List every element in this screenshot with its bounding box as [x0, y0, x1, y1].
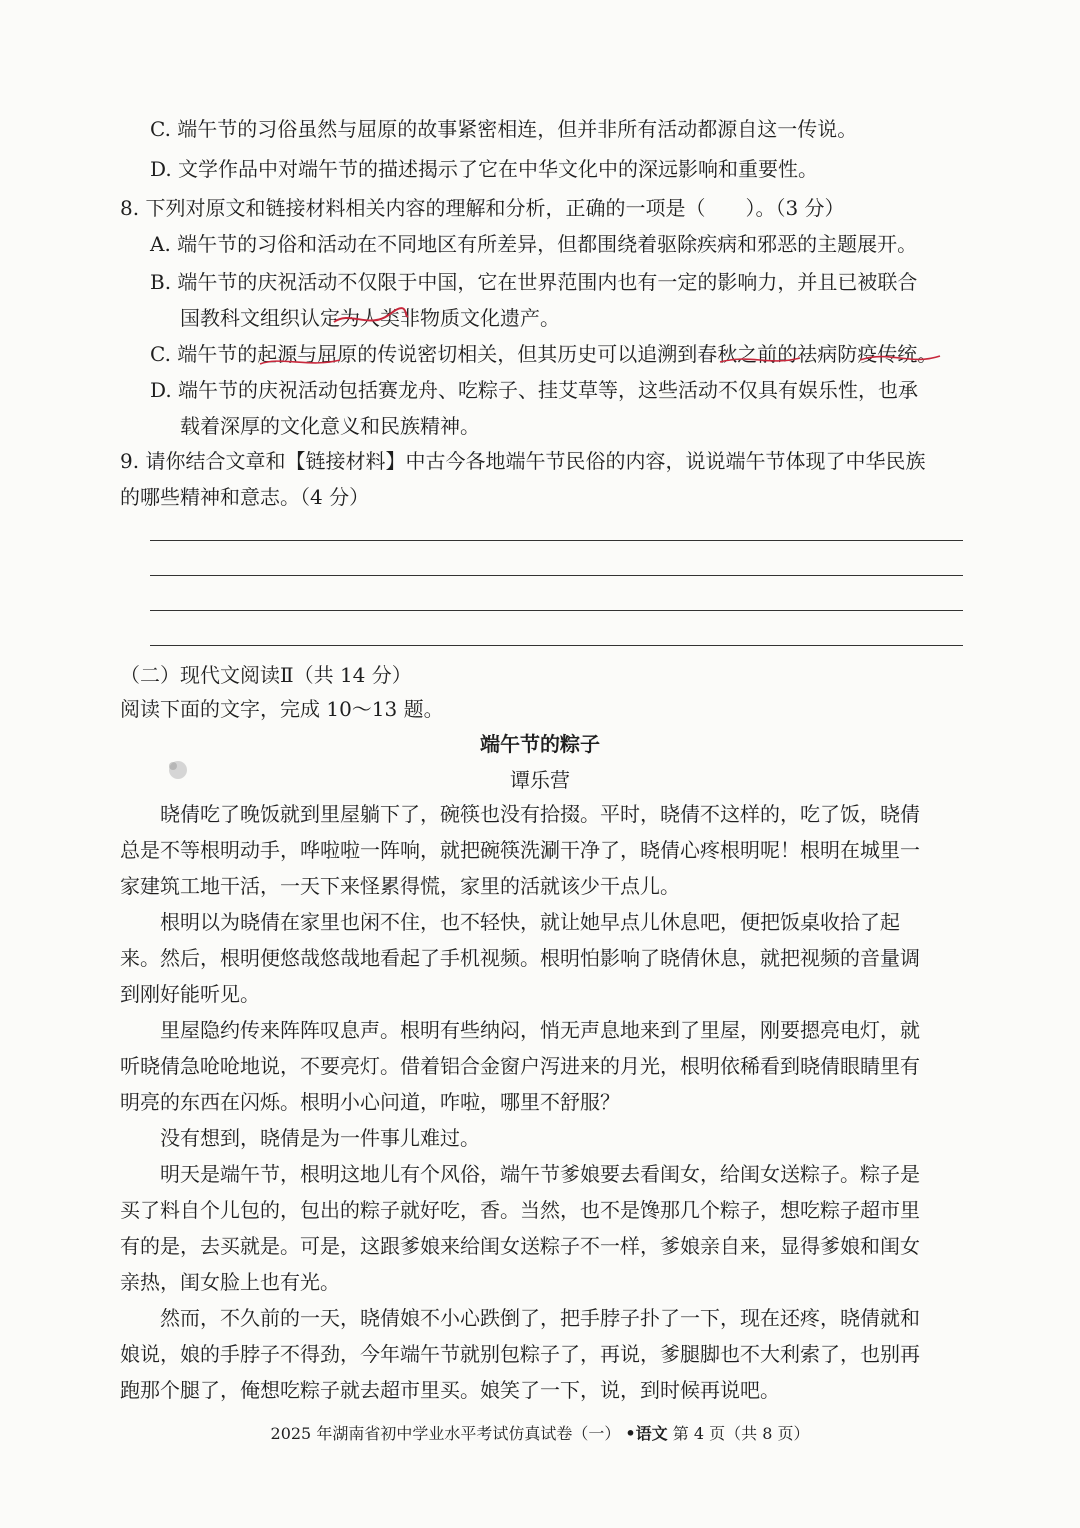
article-line: 亲热，闺女脸上也有光。 — [120, 1270, 340, 1294]
article-line: 家建筑工地干活，一天下来怪累得慌，家里的活就该少干点儿。 — [120, 874, 680, 898]
q8-option-a: A. 端午节的习俗和活动在不同地区有所差异，但都围绕着驱除疾病和邪恶的主题展开。 — [150, 232, 918, 256]
q8-stem: 8. 下列对原文和链接材料相关内容的理解和分析，正确的一项是（ ）。（3 分） — [120, 196, 845, 220]
answer-line[interactable] — [150, 540, 963, 541]
article-line: 娘说，娘的手脖子不得劲，今年端午节就别包粽子了，再说，爹腿脚也不大利索了，也别再 — [120, 1342, 920, 1366]
section-instruction: 阅读下面的文字，完成 10～13 题。 — [120, 697, 444, 721]
article-line: 总是不等根明动手，哗啦啦一阵响，就把碗筷洗涮干净了，晓倩心疼根明呢！根明在城里一 — [120, 838, 920, 862]
article-line: 然而，不久前的一天，晓倩娘不小心跌倒了，把手脖子扑了一下，现在还疼，晓倩就和 — [160, 1306, 920, 1330]
answer-line[interactable] — [150, 575, 963, 576]
q7-option-c: C. 端午节的习俗虽然与屈原的故事紧密相连，但并非所有活动都源自这一传说。 — [150, 117, 858, 141]
article-line: 里屋隐约传来阵阵叹息声。根明有些纳闷，悄无声息地来到了里屋，刚要摁亮电灯，就 — [160, 1018, 920, 1042]
article-line: 明天是端午节，根明这地儿有个风俗，端午节爹娘要去看闺女，给闺女送粽子。粽子是 — [160, 1162, 920, 1186]
q7-option-d: D. 文学作品中对端午节的描述揭示了它在中华文化中的深远影响和重要性。 — [150, 157, 819, 181]
article-line: 听晓倩急呛呛地说，不要亮灯。借着铝合金窗户泻进来的月光，根明依稀看到晓倩眼睛里有 — [120, 1054, 920, 1078]
footer-exam-title: 2025 年湖南省初中学业水平考试仿真试卷（一） — [270, 1424, 621, 1443]
q8-option-d-line1: D. 端午节的庆祝活动包括赛龙舟、吃粽子、挂艾草等，这些活动不仅具有娱乐性，也承 — [150, 378, 919, 402]
section-heading: （二）现代文阅读Ⅱ（共 14 分） — [120, 663, 412, 687]
page-footer — [0, 1422, 1080, 1446]
article-line: 跑那个腿了，俺想吃粽子就去超市里买。娘笑了一下，说，到时候再说吧。 — [120, 1378, 780, 1402]
q8-option-d-line2: 载着深厚的文化意义和民族精神。 — [180, 414, 480, 438]
q8-option-b-line1: B. 端午节的庆祝活动不仅限于中国，它在世界范围内也有一定的影响力，并且已被联合 — [150, 270, 918, 294]
footer-subject: •语文 — [625, 1424, 668, 1443]
article-line: 根明以为晓倩在家里也闲不住，也不轻快，就让她早点儿休息吧，便把饭桌收拾了起 — [160, 910, 900, 934]
article-line: 到刚好能听见。 — [120, 982, 260, 1006]
article-line: 晓倩吃了晚饭就到里屋躺下了，碗筷也没有拾掇。平时，晓倩不这样的，吃了饭，晓倩 — [160, 802, 920, 826]
article-title: 端午节的粽子 — [480, 732, 600, 756]
red-pen-annotation-mark — [250, 336, 1010, 372]
article-line: 买了料自个儿包的，包出的粽子就好吃，香。当然，也不是馋那几个粽子，想吃粽子超市里 — [120, 1198, 920, 1222]
article-line: 没有想到，晓倩是为一件事儿难过。 — [160, 1126, 480, 1150]
q8-option-b-line2: 国教科文组织认定为人类非物质文化遗产。 — [180, 306, 560, 330]
article-line: 来。然后，根明便悠哉悠哉地看起了手机视频。根明怕影响了晓倩休息，就把视频的音量调 — [120, 946, 920, 970]
answer-line[interactable] — [150, 645, 963, 646]
q8-option-c: C. 端午节的起源与屈原的传说密切相关，但其历史可以追溯到春秋之前的祛病防疫传统。 — [150, 342, 938, 366]
q9-stem-line2: 的哪些精神和意志。（4 分） — [120, 485, 370, 509]
article-author: 谭乐营 — [510, 768, 570, 792]
red-pen-underline-mark — [330, 300, 410, 336]
article-line: 明亮的东西在闪烁。根明小心问道，咋啦，哪里不舒服？ — [120, 1090, 620, 1114]
q9-stem-line1: 9. 请你结合文章和【链接材料】中古今各地端午节民俗的内容，说说端午节体现了中华民族 — [120, 449, 926, 473]
article-line: 有的是，去买就是。可是，这跟爹娘来给闺女送粽子不一样，爹娘亲自来，显得爹娘和闺女 — [120, 1234, 920, 1258]
footer-page-number: 第 4 页（共 8 页） — [672, 1424, 810, 1443]
answer-line[interactable] — [150, 610, 963, 611]
